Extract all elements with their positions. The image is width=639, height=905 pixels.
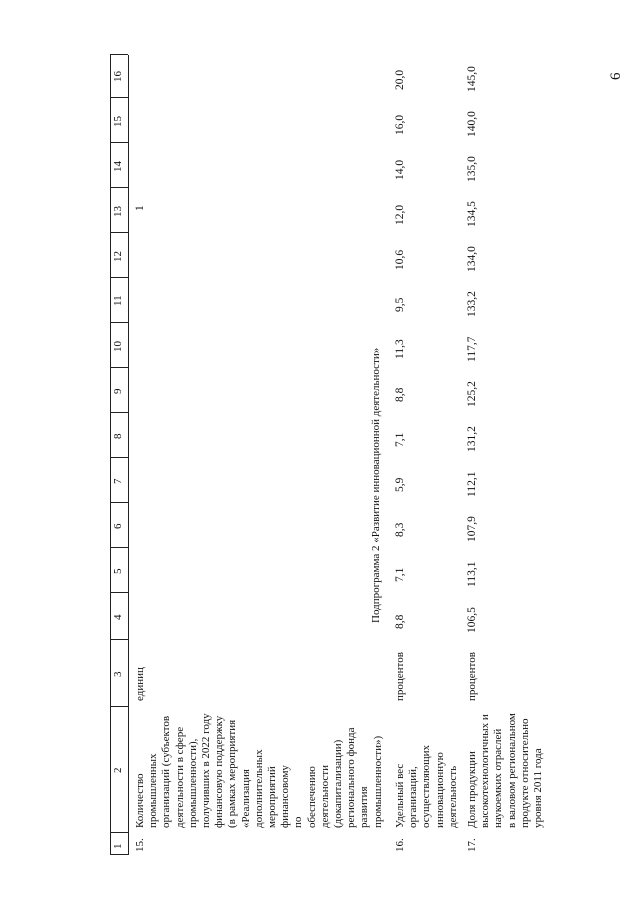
- row-16-value-c5: 7,1: [394, 567, 406, 582]
- col-divider: [110, 232, 128, 233]
- name-line: продукте относительно: [518, 718, 531, 828]
- name-line: осуществляющих: [420, 745, 433, 828]
- name-line: получивших в 2022 году: [200, 713, 213, 828]
- header-col-15: 15: [112, 116, 124, 127]
- row-17-value-c6: 107,9: [466, 516, 478, 542]
- row-17-value-c13: 134,5: [466, 201, 478, 227]
- header-col-5: 5: [112, 568, 124, 574]
- name-line: Количество: [134, 773, 146, 828]
- col-divider: [110, 277, 128, 278]
- name-line: в валовом региональном: [505, 713, 518, 828]
- row-16-value-c14: 14,0: [394, 159, 406, 180]
- row-16-value-c9: 8,8: [394, 387, 406, 402]
- row-15-name: [134, 708, 385, 828]
- name-line: дополнительных: [252, 749, 265, 828]
- header-col-12: 12: [112, 251, 124, 262]
- table-top-rule: [110, 55, 111, 855]
- header-col-13: 13: [112, 206, 124, 217]
- row-17-unit: процентов: [466, 652, 478, 701]
- name-line: «Реализация: [239, 769, 252, 828]
- subprogram-title: Подпрограмма 2 «Развитие инновационной деятельности»: [370, 347, 382, 623]
- header-col-16: 16: [112, 71, 124, 82]
- name-line: деятельность: [446, 765, 459, 828]
- row-16-value-c16: 20,0: [394, 69, 406, 90]
- row-16-value-c12: 10,6: [394, 249, 406, 270]
- name-line: деятельности в сфере: [173, 726, 186, 828]
- row-17-value-c5: 113,1: [466, 561, 478, 587]
- row-16-value-c6: 8,3: [394, 522, 406, 537]
- rotated-table: [110, 55, 545, 855]
- row-17-value-c7: 112,1: [466, 471, 478, 497]
- row-16-value-c13: 12,0: [394, 204, 406, 225]
- name-line: высокотехнологичных и: [479, 714, 492, 828]
- name-line: инновационную: [433, 752, 446, 828]
- name-line: Доля продукции: [466, 751, 478, 828]
- name-line: по: [292, 816, 305, 828]
- table-header-rule: [128, 55, 129, 855]
- header-col-11: 11: [112, 295, 124, 306]
- row-16-unit: процентов: [394, 652, 406, 701]
- name-line: промышленных: [147, 753, 160, 828]
- header-col-10: 10: [112, 341, 124, 352]
- name-line: (в рамках мероприятия: [226, 719, 239, 828]
- name-line: промышленности),: [186, 738, 199, 828]
- row-15-unit: единиц: [134, 667, 146, 701]
- col-divider: [110, 592, 128, 593]
- row-17-value-c9: 125,2: [466, 381, 478, 407]
- header-col-1: 1: [112, 843, 124, 849]
- col-divider: [110, 412, 128, 413]
- header-col-14: 14: [112, 161, 124, 172]
- header-col-3: 3: [112, 671, 124, 677]
- row-16-value-c7: 5,9: [394, 477, 406, 492]
- name-line: регионального фонда: [345, 727, 358, 828]
- col-divider: [110, 367, 128, 368]
- name-line: мероприятий финансовому: [266, 765, 292, 828]
- row-16-value-c15: 16,0: [394, 114, 406, 135]
- row-17-value-c11: 133,2: [466, 291, 478, 317]
- row-16-value-c10: 11,3: [394, 339, 406, 359]
- col-divider: [110, 502, 128, 503]
- header-col-2: 2: [112, 767, 124, 773]
- name-line: деятельности: [318, 765, 331, 828]
- col-divider: [110, 97, 128, 98]
- row-16-name: [394, 708, 460, 828]
- row-17-name: [466, 708, 545, 828]
- row-16-value-c4: 8,8: [394, 614, 406, 629]
- name-line: промышленности»): [371, 735, 384, 828]
- col-divider: [110, 706, 128, 707]
- col-divider: [110, 854, 128, 855]
- row-16-value-c11: 9,5: [394, 297, 406, 312]
- col-divider: [110, 639, 128, 640]
- name-line: организаций,: [407, 766, 420, 828]
- name-line: обеспечению: [305, 766, 318, 828]
- name-line: уровня 2011 года: [532, 748, 545, 828]
- row-17-value-c15: 140,0: [466, 111, 478, 137]
- name-line: наукоемких отраслей: [492, 728, 505, 828]
- row-16-number: 16.: [394, 838, 406, 852]
- col-divider: [110, 187, 128, 188]
- row-17-number: 17.: [466, 838, 478, 852]
- row-17-value-c12: 134,0: [466, 246, 478, 272]
- header-col-6: 6: [112, 523, 124, 529]
- row-16-value-c8: 7,1: [394, 432, 406, 447]
- row-15-number: 15.: [134, 838, 146, 852]
- name-line: Удельный вес: [394, 763, 406, 828]
- row-17-value-c14: 135,0: [466, 156, 478, 182]
- name-line: развития: [358, 786, 371, 828]
- name-line: организаций (субъектов: [160, 715, 173, 828]
- name-line: финансовую поддержку: [213, 715, 226, 828]
- page-number: 6: [608, 72, 624, 80]
- header-col-4: 4: [112, 614, 124, 620]
- name-line: (докапитализации): [332, 739, 345, 828]
- col-divider: [110, 322, 128, 323]
- row-17-value-c8: 131,2: [466, 426, 478, 452]
- row-17-value-c16: 145,0: [466, 66, 478, 92]
- header-col-9: 9: [112, 388, 124, 394]
- row-17-value-c4: 106,5: [466, 607, 478, 633]
- header-col-8: 8: [112, 433, 124, 439]
- row-17-value-c10: 117,7: [466, 336, 478, 362]
- header-col-7: 7: [112, 478, 124, 484]
- row-15-value-c13: 1: [134, 205, 146, 211]
- col-divider: [110, 547, 128, 548]
- col-divider: [110, 142, 128, 143]
- col-divider: [110, 832, 128, 833]
- col-divider: [110, 54, 128, 55]
- col-divider: [110, 457, 128, 458]
